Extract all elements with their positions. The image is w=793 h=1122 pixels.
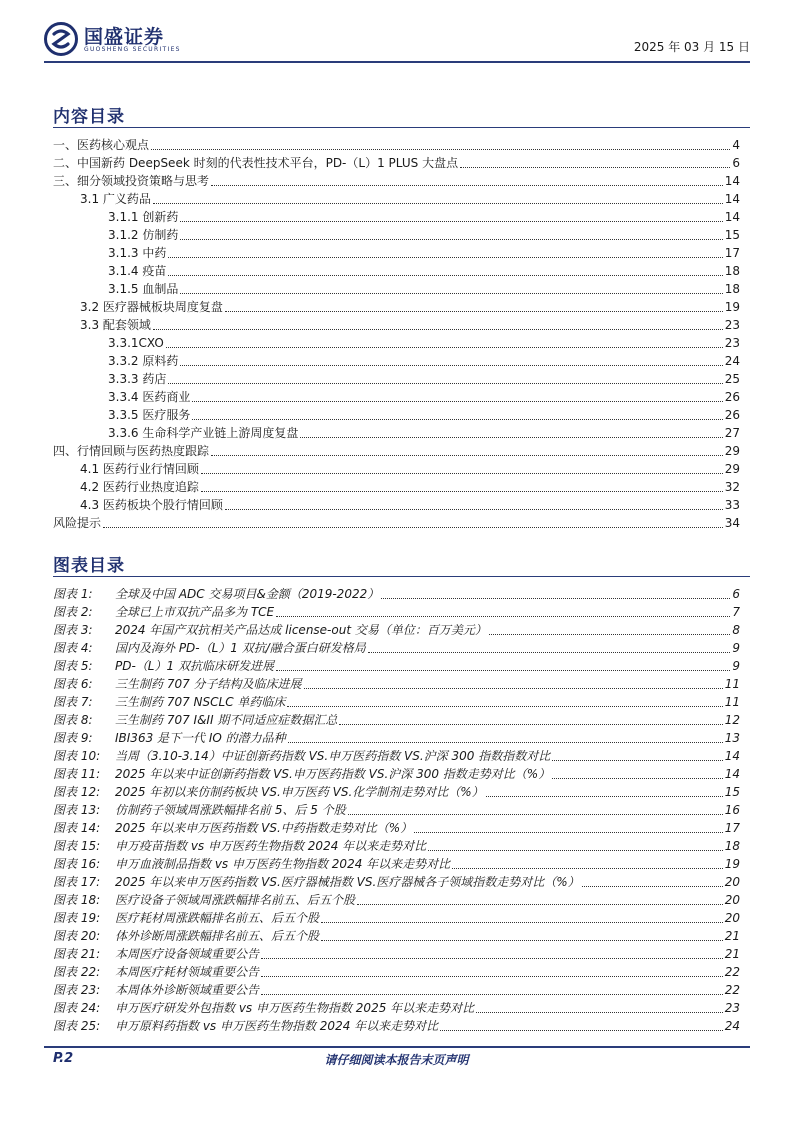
- figure-caption: 本周医疗耗材领域重要公告: [115, 965, 260, 979]
- figure-caption: 2025 年以来申万医药指数 VS.医疗器械指数 VS.医疗器械各子领域指数走势对比（%）: [115, 875, 580, 889]
- contents-entry[interactable]: [53, 352, 740, 370]
- dot-leader: [103, 526, 723, 528]
- dot-leader: [192, 418, 722, 420]
- figure-caption: 三生制药 707 NSCLC 单药临床: [115, 695, 286, 709]
- dot-leader: [287, 705, 722, 707]
- contents-entry[interactable]: [53, 478, 740, 496]
- figure-caption: 2024 年国产双抗相关产品达成 license-out 交易（单位：百万美元）: [115, 623, 487, 637]
- figure-caption: IBI363 是下一代 IO 的潜力品种: [115, 731, 286, 745]
- figure-caption: 医疗设备子领域周涨跌幅排名前五、后五个股: [115, 893, 356, 907]
- figure-entry-page: 9: [732, 659, 740, 673]
- figure-entry-page: 12: [724, 713, 740, 727]
- figure-caption: 申万医疗研发外包指数 vs 申万医药生物指数 2025 年以来走势对比: [115, 1001, 475, 1015]
- figure-entry[interactable]: [53, 783, 740, 801]
- figure-caption: 2025 年初以来仿制药板块 VS.申万医药 VS.化学制剂走势对比（%）: [115, 785, 484, 799]
- contents-entry-label: 四、行情回顾与医药热度跟踪: [53, 444, 210, 458]
- dot-leader: [261, 993, 723, 995]
- contents-entry[interactable]: [53, 172, 740, 190]
- contents-entry-page: 27: [724, 426, 740, 440]
- contents-entry-page: 23: [724, 318, 740, 332]
- contents-entry-label: 一、医药核心观点: [53, 138, 150, 152]
- figure-entry[interactable]: [53, 855, 740, 873]
- figure-number: 图表 15:: [53, 839, 101, 853]
- figure-entry-label: [53, 909, 319, 927]
- contents-entry[interactable]: [53, 442, 740, 460]
- dot-leader: [414, 831, 723, 833]
- figure-entry-page: 22: [724, 983, 740, 997]
- contents-entry-label: 3.1.5 血制品: [108, 282, 179, 296]
- contents-entry-label: 3.1.4 疫苗: [108, 264, 167, 278]
- dot-leader: [304, 687, 723, 689]
- figure-entry-label: [53, 963, 259, 981]
- dot-leader: [180, 364, 722, 366]
- contents-entry-label: 3.1.3 中药: [108, 246, 167, 260]
- contents-entry-page: 25: [724, 372, 740, 386]
- figure-entry-label: [53, 693, 285, 711]
- dot-leader: [225, 508, 723, 510]
- contents-entry-page: 24: [724, 354, 740, 368]
- figure-entry-page: 20: [724, 911, 740, 925]
- figure-entry-page: 21: [724, 947, 740, 961]
- figure-number: 图表 8:: [53, 713, 93, 727]
- figure-caption: PD-（L）1 双抗临床研发进展: [115, 659, 274, 673]
- figure-entry[interactable]: [53, 945, 740, 963]
- contents-entry-page: 32: [724, 480, 740, 494]
- figure-entry-page: 20: [724, 893, 740, 907]
- contents-entry-page: 14: [724, 210, 740, 224]
- dot-leader: [166, 346, 723, 348]
- figure-entry-label: [53, 999, 474, 1017]
- figure-entry-page: 17: [724, 821, 740, 835]
- figure-entry-label: [53, 819, 412, 837]
- figure-entry-label: [53, 621, 487, 639]
- figure-number: 图表 22:: [53, 965, 101, 979]
- contents-entry[interactable]: [53, 388, 740, 406]
- figure-entry[interactable]: [53, 1017, 740, 1035]
- dot-leader: [192, 400, 722, 402]
- figure-entry-page: 20: [724, 875, 740, 889]
- figure-entry[interactable]: [53, 819, 740, 837]
- figure-number: 图表 23:: [53, 983, 101, 997]
- figure-entry-label: [53, 837, 426, 855]
- dot-leader: [276, 669, 730, 671]
- dot-leader: [452, 867, 723, 869]
- brand-logo-icon: [44, 22, 78, 56]
- figure-caption: 申万疫苗指数 vs 申万医药生物指数 2024 年以来走势对比: [115, 839, 427, 853]
- dot-leader: [486, 795, 723, 797]
- figure-entry-label: [53, 711, 337, 729]
- contents-entry-label: 3.3.1CXO: [108, 336, 164, 350]
- figure-entry-page: 19: [724, 857, 740, 871]
- dot-leader: [201, 490, 723, 492]
- figure-entry-label: [53, 657, 274, 675]
- figure-entry-label: [53, 945, 259, 963]
- dot-leader: [552, 777, 723, 779]
- figure-number: 图表 10:: [53, 749, 101, 763]
- dot-leader: [552, 759, 723, 761]
- figure-entry-page: 16: [724, 803, 740, 817]
- figure-number: 图表 9:: [53, 731, 93, 745]
- contents-entry-page: 19: [724, 300, 740, 314]
- figures-list: [53, 585, 740, 1035]
- figure-entry-page: 22: [724, 965, 740, 979]
- figure-entry[interactable]: [53, 693, 740, 711]
- contents-entry-page: 34: [724, 516, 740, 530]
- contents-entry-page: 29: [724, 462, 740, 476]
- contents-entry[interactable]: [53, 496, 740, 514]
- figure-entry[interactable]: [53, 747, 740, 765]
- contents-entry[interactable]: [53, 316, 740, 334]
- figure-entry-page: 14: [724, 767, 740, 781]
- dot-leader: [180, 292, 722, 294]
- figure-entry-label: [53, 855, 450, 873]
- figure-entry[interactable]: [53, 585, 740, 603]
- disclaimer-note: 请仔细阅读本报告末页声明: [324, 1053, 469, 1067]
- figure-number: 图表 17:: [53, 875, 101, 889]
- contents-entry[interactable]: [53, 370, 740, 388]
- dot-leader: [168, 382, 722, 384]
- dot-leader: [440, 1029, 723, 1031]
- figure-entry-label: [53, 801, 346, 819]
- figure-entry[interactable]: [53, 927, 740, 945]
- contents-entry-label: 3.3.5 医疗服务: [108, 408, 191, 422]
- contents-entry-label: 3.3 配套领域: [80, 318, 151, 332]
- dot-leader: [476, 1011, 723, 1013]
- contents-entry[interactable]: [53, 190, 740, 208]
- contents-entry-label: 三、细分领域投资策略与思考: [53, 174, 210, 188]
- contents-entry-page: 18: [724, 264, 740, 278]
- figure-entry-page: 11: [724, 677, 740, 691]
- figure-number: 图表 12:: [53, 785, 101, 799]
- report-date: 2025 年 03 月 15 日: [633, 40, 750, 54]
- figure-entry-label: [53, 927, 319, 945]
- contents-entry-page: 23: [724, 336, 740, 350]
- dot-leader: [211, 184, 723, 186]
- contents-entry[interactable]: [53, 244, 740, 262]
- figure-number: 图表 21:: [53, 947, 101, 961]
- contents-entry-label: 二、中国新药 DeepSeek 时刻的代表性技术平台，PD-（L）1 PLUS 大盘点: [53, 156, 459, 170]
- dot-leader: [489, 633, 731, 635]
- footer-divider: [44, 1046, 750, 1048]
- figure-caption: 仿制药子领域周涨跌幅排名前 5、后 5 个股: [115, 803, 346, 817]
- contents-entry-page: 26: [724, 408, 740, 422]
- dot-leader: [153, 202, 723, 204]
- dot-leader: [300, 436, 722, 438]
- figure-entry-label: [53, 1017, 438, 1035]
- figure-caption: 本周医疗设备领域重要公告: [115, 947, 260, 961]
- dot-leader: [368, 651, 731, 653]
- figure-number: 图表 18:: [53, 893, 101, 907]
- figure-number: 图表 5:: [53, 659, 93, 673]
- figure-number: 图表 24:: [53, 1001, 101, 1015]
- figure-entry-page: 24: [724, 1019, 740, 1033]
- figure-number: 图表 2:: [53, 605, 93, 619]
- figures-title: 图表目录: [53, 556, 125, 576]
- page-number: P.2: [53, 1051, 74, 1066]
- dot-leader: [276, 615, 730, 617]
- contents-title: 内容目录: [53, 107, 125, 127]
- contents-entry[interactable]: [53, 136, 740, 154]
- figure-entry[interactable]: [53, 603, 740, 621]
- figure-number: 图表 14:: [53, 821, 101, 835]
- figure-entry-page: 9: [732, 641, 740, 655]
- figure-number: 图表 11:: [53, 767, 101, 781]
- figure-entry-label: [53, 981, 259, 999]
- figure-entry-label: [53, 603, 274, 621]
- figure-entry[interactable]: [53, 639, 740, 657]
- figure-caption: 体外诊断周涨跌幅排名前五、后五个股: [115, 929, 320, 943]
- contents-entry[interactable]: [53, 154, 740, 172]
- figure-number: 图表 25:: [53, 1019, 101, 1033]
- figure-entry[interactable]: [53, 999, 740, 1017]
- contents-list: [53, 136, 740, 532]
- figure-entry-page: 8: [732, 623, 740, 637]
- figure-entry-label: [53, 765, 550, 783]
- figure-entry-page: 6: [732, 587, 740, 601]
- figure-caption: 三生制药 707 I&II 期不同适应症数据汇总: [115, 713, 338, 727]
- figure-entry-label: [53, 873, 580, 891]
- figure-entry-page: 14: [724, 749, 740, 763]
- figure-entry-page: 11: [724, 695, 740, 709]
- contents-entry[interactable]: [53, 298, 740, 316]
- contents-entry[interactable]: [53, 280, 740, 298]
- contents-entry[interactable]: [53, 424, 740, 442]
- figure-entry-label: [53, 747, 550, 765]
- contents-entry-label: 3.1.1 创新药: [108, 210, 179, 224]
- dot-leader: [261, 975, 723, 977]
- figure-entry-label: [53, 675, 302, 693]
- figure-caption: 国内及海外 PD-（L）1 双抗/融合蛋白研发格局: [115, 641, 366, 655]
- figure-caption: 申万血液制品指数 vs 申万医药生物指数 2024 年以来走势对比: [115, 857, 451, 871]
- header-divider: [44, 61, 750, 63]
- dot-leader: [201, 472, 723, 474]
- figure-entry[interactable]: [53, 909, 740, 927]
- contents-entry[interactable]: [53, 460, 740, 478]
- dot-leader: [288, 741, 723, 743]
- figure-caption: 当周（3.10-3.14）中证创新药指数 VS.申万医药指数 VS.沪深 300 指数指数对比: [115, 749, 551, 763]
- contents-entry-page: 15: [724, 228, 740, 242]
- contents-entry-label: 3.3.6 生命科学产业链上游周度复盘: [108, 426, 299, 440]
- figure-number: 图表 13:: [53, 803, 101, 817]
- figure-entry[interactable]: [53, 711, 740, 729]
- contents-entry-label: 3.3.2 原料药: [108, 354, 179, 368]
- contents-entry[interactable]: [53, 406, 740, 424]
- dot-leader: [180, 238, 722, 240]
- contents-title-divider: [53, 127, 750, 128]
- figure-entry-page: 23: [724, 1001, 740, 1015]
- contents-entry-label: 3.1.2 仿制药: [108, 228, 179, 242]
- figure-entry-page: 21: [724, 929, 740, 943]
- contents-entry[interactable]: [53, 334, 740, 352]
- contents-entry[interactable]: [53, 208, 740, 226]
- figure-caption: 全球及中国 ADC 交易项目&金额（2019-2022）: [115, 587, 380, 601]
- figures-title-divider: [53, 576, 750, 577]
- figure-entry[interactable]: [53, 837, 740, 855]
- figure-entry-page: 7: [732, 605, 740, 619]
- figure-caption: 2025 年以来中证创新药指数 VS.申万医药指数 VS.沪深 300 指数走势对比（%）: [115, 767, 551, 781]
- contents-entry-label: 3.2 医疗器械板块周度复盘: [80, 300, 223, 314]
- contents-entry-page: 4: [732, 138, 740, 152]
- figure-number: 图表 19:: [53, 911, 101, 925]
- dot-leader: [225, 310, 723, 312]
- contents-entry-label: 3.3.3 药店: [108, 372, 167, 386]
- figure-number: 图表 3:: [53, 623, 93, 637]
- dot-leader: [381, 597, 730, 599]
- dot-leader: [428, 849, 723, 851]
- figure-entry[interactable]: [53, 873, 740, 891]
- figure-entry[interactable]: [53, 981, 740, 999]
- figure-entry-page: 15: [724, 785, 740, 799]
- figure-entry-label: [53, 585, 379, 603]
- brand-name-en: GUOSHENG SECURITIES: [84, 46, 181, 53]
- figure-entry-label: [53, 729, 286, 747]
- dot-leader: [168, 274, 722, 276]
- figure-number: 图表 20:: [53, 929, 101, 943]
- contents-entry-label: 3.3.4 医药商业: [108, 390, 191, 404]
- contents-entry-label: 4.2 医药行业热度追踪: [80, 480, 199, 494]
- contents-entry-page: 18: [724, 282, 740, 296]
- dot-leader: [151, 148, 730, 150]
- dot-leader: [348, 813, 723, 815]
- dot-leader: [321, 921, 723, 923]
- figure-entry[interactable]: [53, 963, 740, 981]
- figure-number: 图表 1:: [53, 587, 93, 601]
- figure-caption: 医疗耗材周涨跌幅排名前五、后五个股: [115, 911, 320, 925]
- dot-leader: [357, 903, 723, 905]
- contents-entry-label: 3.1 广义药品: [80, 192, 151, 206]
- dot-leader: [582, 885, 723, 887]
- dot-leader: [261, 957, 723, 959]
- figure-entry[interactable]: [53, 729, 740, 747]
- contents-entry-page: 6: [732, 156, 740, 170]
- contents-entry-label: 4.1 医药行业行情回顾: [80, 462, 199, 476]
- figure-entry[interactable]: [53, 657, 740, 675]
- figure-number: 图表 7:: [53, 695, 93, 709]
- contents-entry-page: 26: [724, 390, 740, 404]
- page-header: [44, 20, 750, 60]
- figure-entry[interactable]: [53, 801, 740, 819]
- figure-entry[interactable]: [53, 891, 740, 909]
- contents-entry-page: 14: [724, 174, 740, 188]
- figure-entry-label: [53, 783, 484, 801]
- contents-entry-page: 14: [724, 192, 740, 206]
- contents-entry[interactable]: [53, 226, 740, 244]
- figure-entry[interactable]: [53, 621, 740, 639]
- figure-caption: 2025 年以来申万医药指数 VS.中药指数走势对比（%）: [115, 821, 413, 835]
- contents-entry[interactable]: [53, 262, 740, 280]
- figure-caption: 申万原料药指数 vs 申万医药生物指数 2024 年以来走势对比: [115, 1019, 439, 1033]
- dot-leader: [180, 220, 722, 222]
- contents-entry[interactable]: [53, 514, 740, 532]
- figure-entry-label: [53, 891, 355, 909]
- figure-entry[interactable]: [53, 675, 740, 693]
- brand-name-cn: 国盛证券: [84, 26, 165, 48]
- figure-caption: 本周体外诊断领域重要公告: [115, 983, 260, 997]
- figure-caption: 三生制药 707 分子结构及临床进展: [115, 677, 302, 691]
- dot-leader: [211, 454, 723, 456]
- figure-number: 图表 6:: [53, 677, 93, 691]
- dot-leader: [460, 166, 730, 168]
- figure-entry-page: 18: [724, 839, 740, 853]
- dot-leader: [168, 256, 722, 258]
- contents-entry-label: 风险提示: [53, 516, 102, 530]
- contents-entry-label: 4.3 医药板块个股行情回顾: [80, 498, 223, 512]
- figure-caption: 全球已上市双抗产品多为 TCE: [115, 605, 275, 619]
- contents-entry-page: 29: [724, 444, 740, 458]
- contents-entry-page: 17: [724, 246, 740, 260]
- figure-number: 图表 16:: [53, 857, 101, 871]
- figure-entry-page: 13: [724, 731, 740, 745]
- figure-entry[interactable]: [53, 765, 740, 783]
- contents-entry-page: 33: [724, 498, 740, 512]
- figure-entry-label: [53, 639, 366, 657]
- dot-leader: [321, 939, 723, 941]
- dot-leader: [339, 723, 722, 725]
- figure-number: 图表 4:: [53, 641, 93, 655]
- dot-leader: [153, 328, 723, 330]
